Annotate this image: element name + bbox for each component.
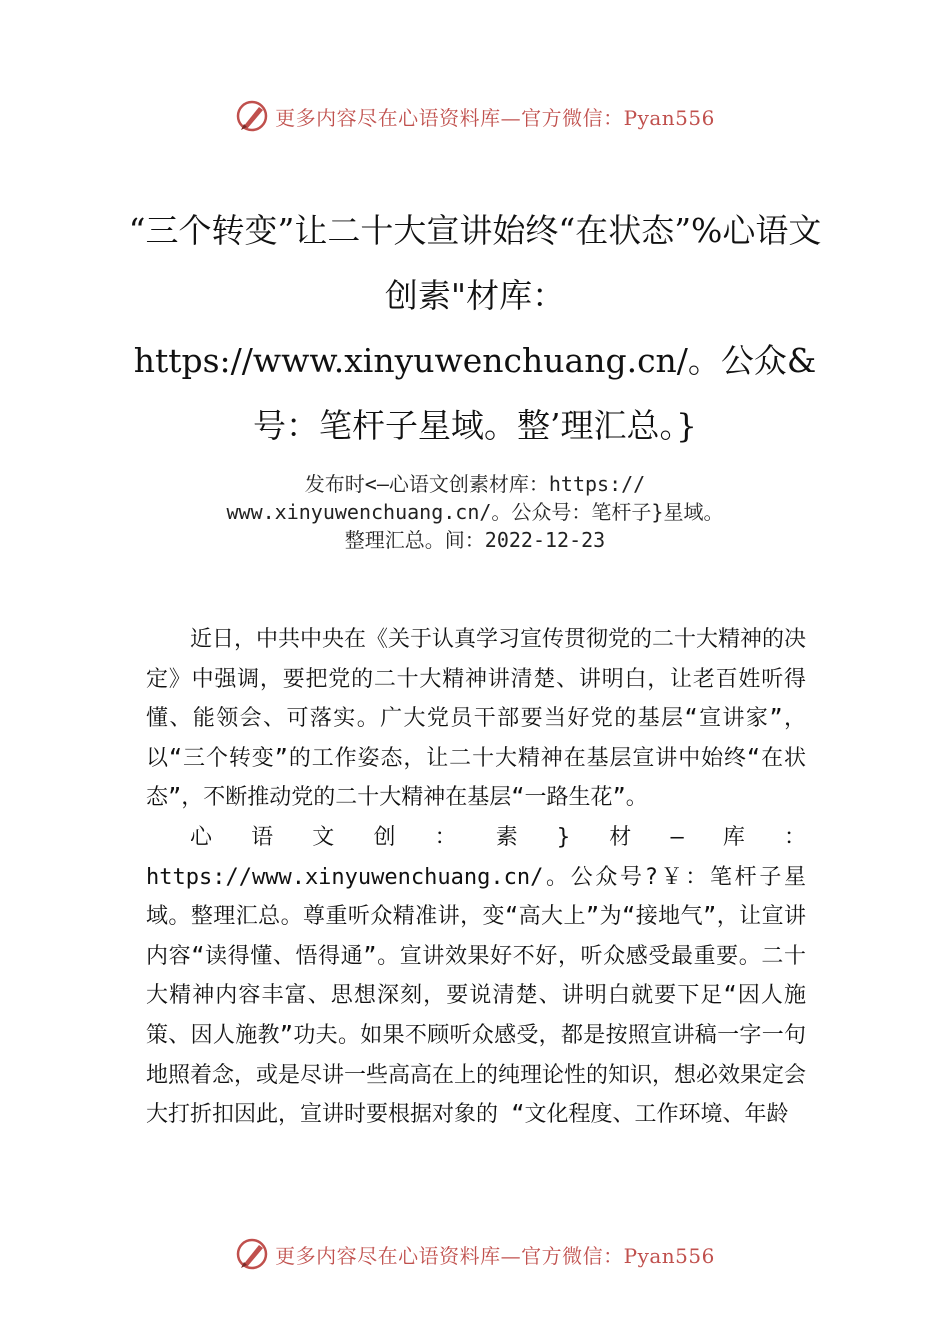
paragraph: 近日，中共中央在《关于认真学习宣传贯彻党的二十大精神的决定》中强调，要把党的二十大精神讲清楚、讲明白，让老百姓听得懂、能领会、可落实。广大党员干部要当好党的基层“宣讲家”，以“三个转变”的工作姿态，让二十大精神在基层宣讲中始终“在状态”，不断推动党的二十大精神在基层“一路生花”。: [146, 627, 807, 811]
pen-circle-logo-icon: [235, 99, 269, 133]
publish-meta-line-2: www.xinyuwenchuang.cn/。公众号：笔杆子}星域。: [226, 500, 724, 524]
publish-meta-line-3: 整理汇总。间：2022-12-23: [344, 528, 606, 552]
header-banner-text: 更多内容尽在心语资料库—官方微信：Pyan556: [275, 105, 715, 130]
article-body: [146, 620, 806, 1135]
footer-banner: [0, 1234, 950, 1274]
page-title: “三个转变”让二十大宣讲始终“在状态”%心语文创素"材库：https://www.xinyuwenchuang.cn/。公众&号：笔杆子星域。整’理汇总。}: [128, 211, 822, 445]
paragraph: 心语文创：素}材—库：https://www.xinyuwenchuang.cn/。公众号?￥：笔杆子星域。整理汇总。尊重听众精准讲，变“高大上”为“接地气”，让宣讲内容“读得懂、悟得通”。宣讲效果好不好，听众感受最重要。二十大精神内容丰富、思想深刻，要说清楚、讲明白就要下足“因人施策、因人施教”功夫。如果不顾听众感受，都是按照宣讲稿一字一句地照着念，或是尽讲一些高高在上的纯理论性的知识，想必效果定会大打折扣因此，宣讲时要根据对象的 “文化程度、工作环境、年龄: [146, 824, 807, 1128]
publish-meta-line-1: 发布时<—心语文创素材库：https://: [304, 472, 646, 496]
pen-circle-logo-icon: [235, 1237, 269, 1271]
footer-banner-text: 更多内容尽在心语资料库—官方微信：Pyan556: [275, 1243, 715, 1268]
publish-meta: [120, 470, 830, 554]
header-banner: [0, 96, 950, 136]
